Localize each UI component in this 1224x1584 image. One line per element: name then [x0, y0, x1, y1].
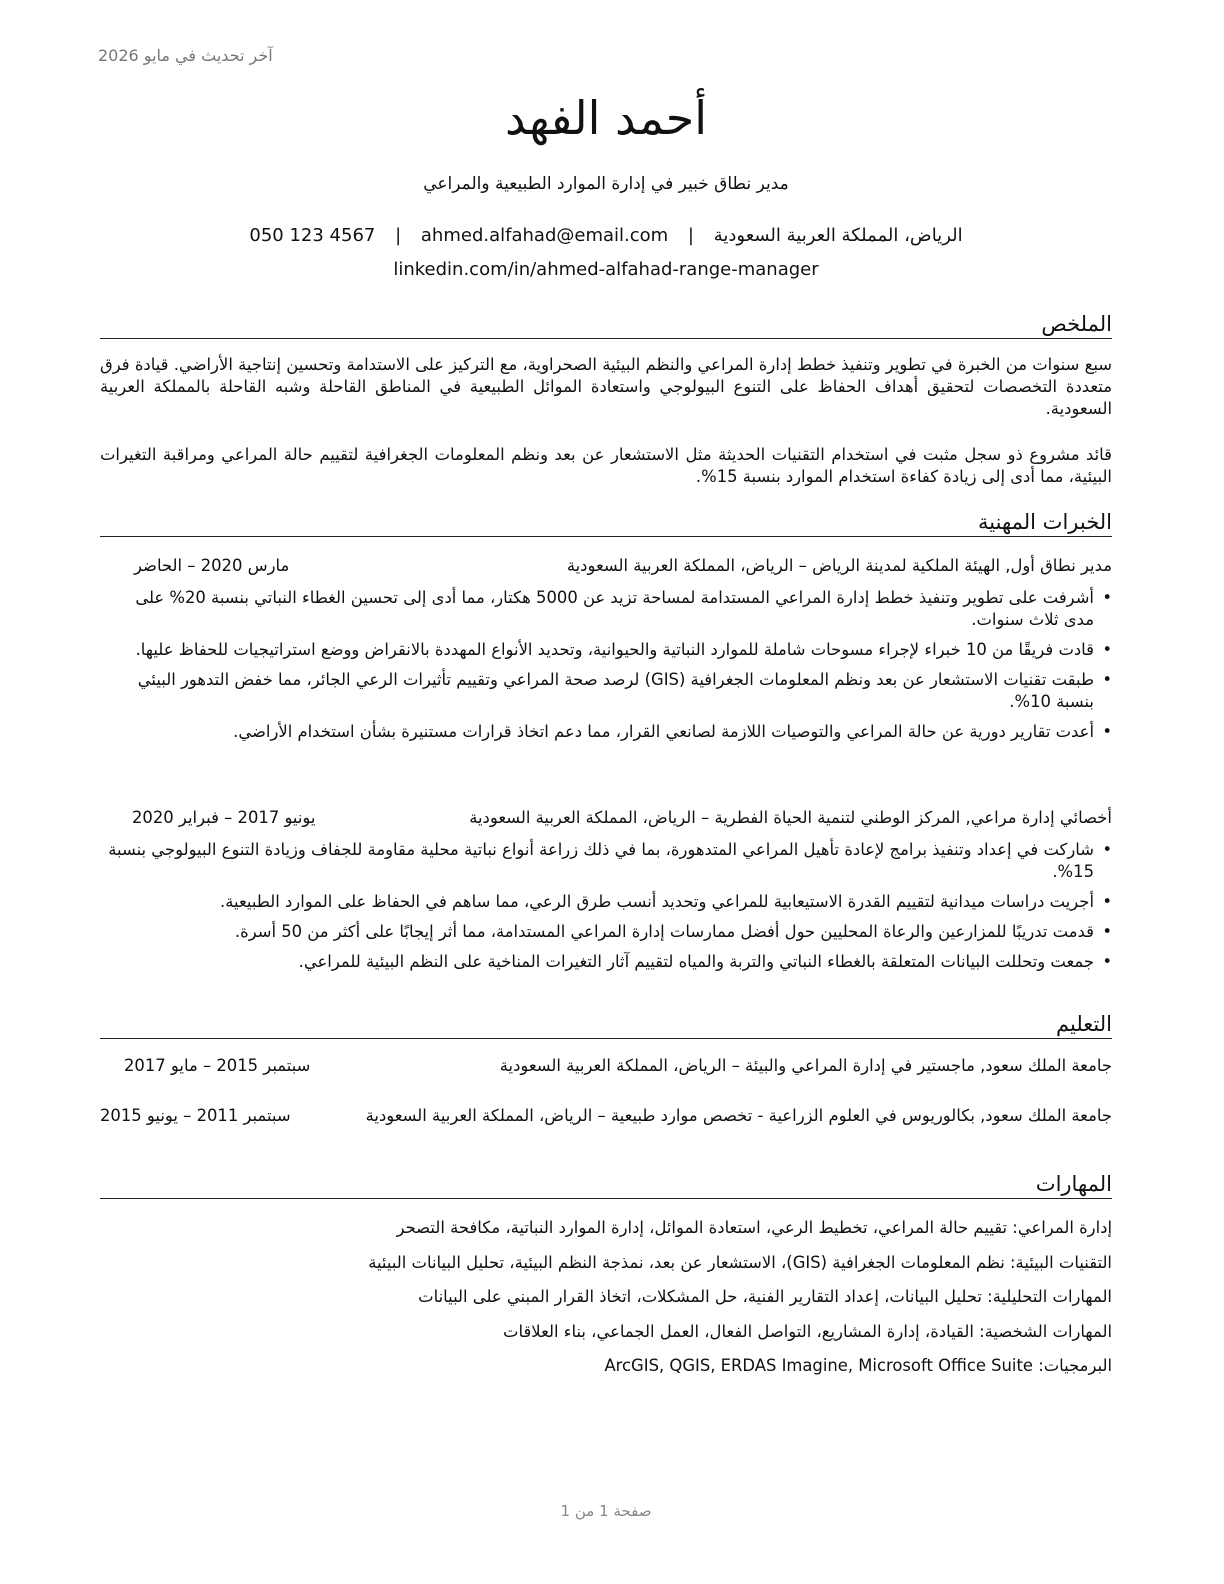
linkedin-link[interactable]: linkedin.com/in/ahmed-alfahad-range-manager — [393, 259, 819, 280]
summary-paragraph: سبع سنوات من الخبرة في تطوير وتنفيذ خطط إدارة المراعي والنظم البيئية الصحراوية، مع التركيز على الاستدامة وتحسين إنتاجية الأراضي. قيادة فرق متعددة التخصصات لتحقيق أهداف الحفاظ على التنوع البيولوجي واستعادة الموائل الطبيعية في المناطق القاحلة وشبه القاحلة بالمملكة العربية السعودية. — [100, 355, 1112, 418]
separator: | — [687, 225, 694, 246]
list-item: • أعدت تقارير دورية عن حالة المراعي والتوصيات اللازمة لصانعي القرار، مما دعم اتخاذ قرارات مستنيرة بشأن استخدام الأراضي. — [100, 721, 1112, 743]
education-dates: سبتمبر 2015 – مايو 2017 — [124, 1056, 311, 1075]
education-degree: جامعة الملك سعود, بكالوريوس في العلوم الزراعية - تخصص موارد طبيعية – الرياض، المملكة العربية السعودية — [365, 1106, 1112, 1125]
job-bullets — [100, 587, 1112, 751]
job-header — [100, 555, 1112, 577]
list-item: • أشرفت على تطوير وتنفيذ خطط إدارة المراعي المستدامة لمساحة تزيد عن 5000 هكتار، مما أدى إلى تحسين الغطاء النباتي بنسبة 20% على مدى ثلاث سنوات. — [100, 587, 1112, 631]
skill-line: المهارات الشخصية: القيادة، إدارة المشاريع، التواصل الفعال، العمل الجماعي، بناء العلاقات — [503, 1321, 1112, 1341]
list-item: • جمعت وتحللت البيانات المتعلقة بالغطاء النباتي والتربة والمياه لتقييم آثار التغيرات المناخية على النظم البيئية للمراعي. — [100, 951, 1112, 973]
email-link[interactable]: ahmed.alfahad@email.com — [420, 225, 669, 246]
skills-list — [100, 1217, 1112, 1390]
separator: | — [395, 225, 402, 246]
candidate-title: مدير نطاق خبير في إدارة الموارد الطبيعية والمراعي — [423, 174, 789, 194]
job-dates: يونيو 2017 – فبراير 2020 — [132, 808, 316, 827]
contact-line — [100, 222, 1112, 250]
resume-page — [100, 0, 1112, 1584]
summary-heading: الملخص — [100, 310, 1112, 339]
list-item: • أجريت دراسات ميدانية لتقييم القدرة الاستيعابية للمراعي وتحديد أنسب طرق الرعي، مما ساهم في الحفاظ على الموارد الطبيعية. — [100, 891, 1112, 913]
skill-line: البرمجيات: ArcGIS, QGIS, ERDAS Imagine, Microsoft Office Suite — [604, 1356, 1112, 1375]
job-header — [100, 807, 1112, 829]
last-updated: آخر تحديث في مايو 2026 — [98, 46, 273, 65]
job-bullets — [100, 839, 1112, 981]
summary-paragraph: قائد مشروع ذو سجل مثبت في استخدام التقنيات الحديثة مثل الاستشعار عن بعد ونظم المعلومات الجغرافية لتقييم حالة المراعي ومراقبة التغيرات البيئية، مما أدى إلى زيادة كفاءة استخدام الموارد بنسبة 15%. — [100, 445, 1112, 486]
education-item — [100, 1105, 1112, 1127]
experience-heading: الخبرات المهنية — [100, 508, 1112, 537]
list-item: • قادت فريقًا من 10 خبراء لإجراء مسوحات شاملة للموارد النباتية والحيوانية، وتحديد الأنواع المهددة بالانقراض ووضع استراتيجيات للحفاظ عليها. — [100, 639, 1112, 661]
list-item: • شاركت في إعداد وتنفيذ برامج لإعادة تأهيل المراعي المتدهورة، بما في ذلك زراعة أنواع نباتية محلية مقاومة للجفاف وزيادة التنوع البيولوجي بنسبة 15%. — [100, 839, 1112, 883]
location: الرياض، المملكة العربية السعودية — [713, 225, 963, 246]
education-dates: سبتمبر 2011 – يونيو 2015 — [100, 1106, 291, 1125]
skill-line: إدارة المراعي: تقييم حالة المراعي، تخطيط الرعي، استعادة الموائل، إدارة الموارد النباتية، مكافحة التصحر — [396, 1218, 1112, 1237]
list-item: • قدمت تدريبًا للمزارعين والرعاة المحليين حول أفضل ممارسات إدارة المراعي المستدامة، مما أثر إيجابًا على أكثر من 50 أسرة. — [100, 921, 1112, 943]
page-number: صفحة 1 من 1 — [560, 1502, 652, 1520]
job-role-org: مدير نطاق أول, الهيئة الملكية لمدينة الرياض – الرياض، المملكة العربية السعودية — [566, 556, 1112, 575]
education-item — [100, 1055, 1112, 1077]
list-item: • طبقت تقنيات الاستشعار عن بعد ونظم المعلومات الجغرافية (GIS) لرصد صحة المراعي وتقييم تأثيرات الرعي الجائر، مما خفض التدهور البيئي بنسبة 10%. — [100, 669, 1112, 713]
candidate-name: أحمد الفهد — [505, 91, 707, 145]
education-heading: التعليم — [100, 1010, 1112, 1039]
skill-line: المهارات التحليلية: تحليل البيانات، إعداد التقارير الفنية، حل المشكلات، اتخاذ القرار المبني على البيانات — [418, 1287, 1112, 1306]
education-degree: جامعة الملك سعود, ماجستير في إدارة المراعي والبيئة – الرياض، المملكة العربية السعودية — [499, 1056, 1112, 1075]
phone-number: 050 123 4567 — [249, 225, 376, 246]
skill-line: التقنيات البيئية: نظم المعلومات الجغرافية (GIS)، الاستشعار عن بعد، نمذجة النظم البيئية، تحليل البيانات البيئية — [368, 1252, 1112, 1272]
skills-heading: المهارات — [100, 1170, 1112, 1199]
job-dates: مارس 2020 – الحاضر — [134, 556, 290, 575]
job-role-org: أخصائي إدارة مراعي, المركز الوطني لتنمية الحياة الفطرية – الرياض، المملكة العربية السعودية — [469, 808, 1112, 827]
